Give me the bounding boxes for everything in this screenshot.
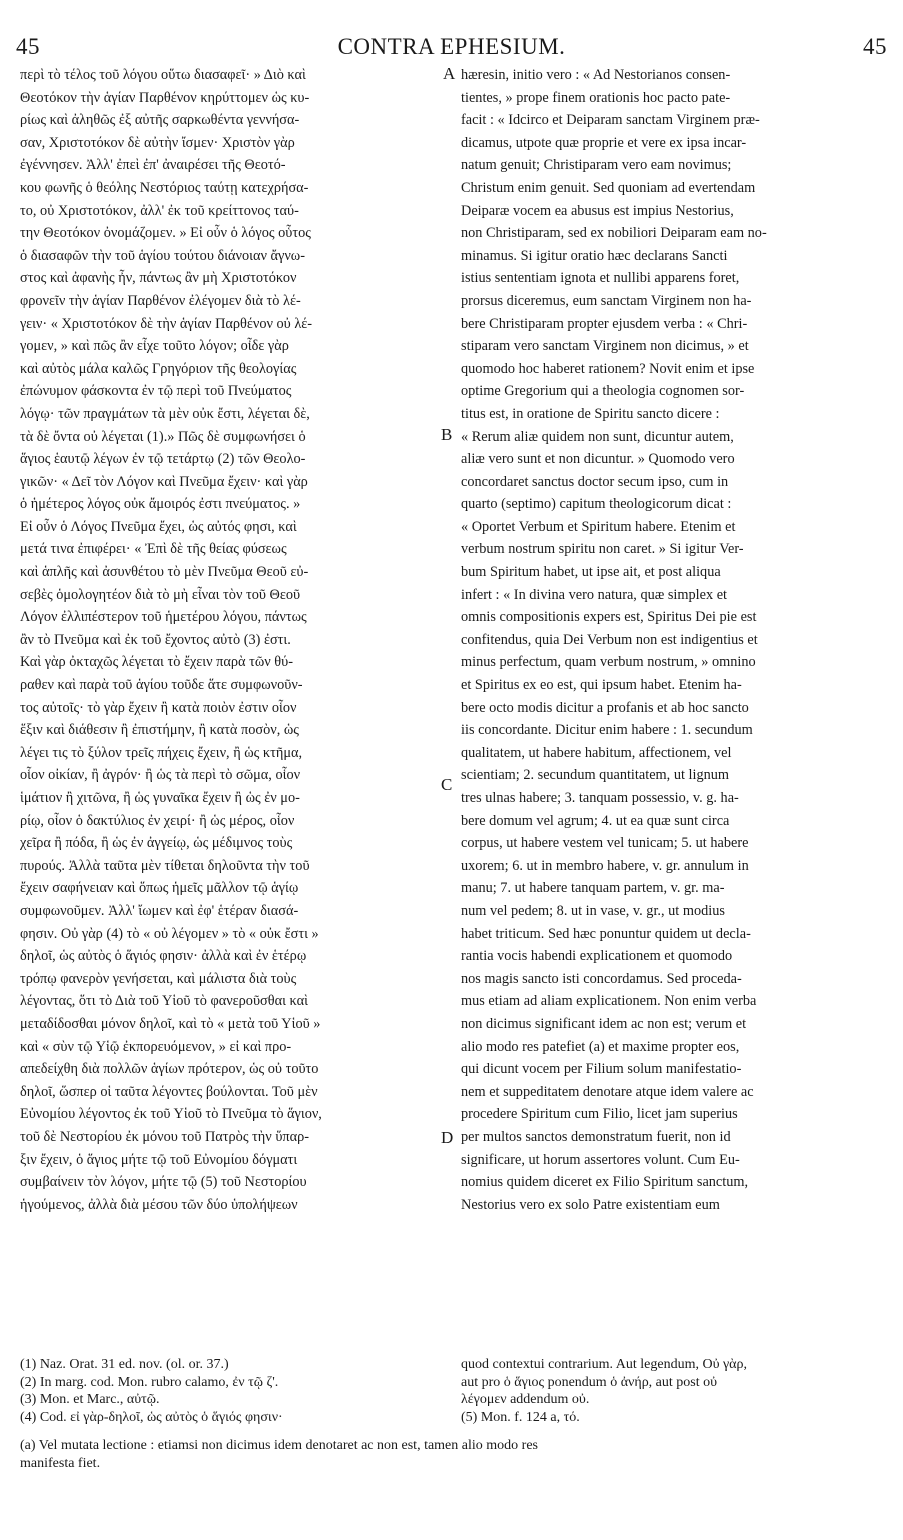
latin-text-line: natum genuit; Christiparam vero eam novimus; xyxy=(461,157,732,174)
greek-text-line: οἷον οἰκίαν, ἢ ἀγρόν· ἢ ὡς τὰ περὶ τὸ σῶμα, οἷον xyxy=(20,767,301,784)
latin-text-line: hæresin, initio vero : « Ad Nestorianos consen- xyxy=(461,67,731,83)
greek-text-line: λέγει τις τὸ ξύλον τρεῖς πήχεις ἔχειν, ἢ ὡς κτῆμα, xyxy=(20,744,303,761)
greek-text-line: Θεοτόκον τὴν ἁγίαν Παρθένον κηρύττομεν ὡς κυ- xyxy=(20,89,310,106)
latin-text-line: qui dicunt vocem per Filium solum manifestatio- xyxy=(461,1061,742,1078)
footnote-line: (1) Naz. Orat. 31 ed. nov. (ol. or. 37.) xyxy=(20,1357,229,1372)
latin-text-line: corpus, ut habere vestem vel tunicam; 5. ut habere xyxy=(461,835,749,852)
bottom-note-line: manifesta fiet. xyxy=(20,1455,101,1471)
greek-text-line: δηλοῖ, ὥσπερ οἱ ταῦτα λέγοντες βούλονται. Τοῦ μὲν xyxy=(20,1083,318,1100)
latin-text-line: iis concordante. Dicitur enim habere : 1. secundum xyxy=(461,722,753,739)
latin-text-line: nomius quidem diceret ex Filio Spiritum sanctum, xyxy=(461,1174,749,1191)
latin-text-line: num vel pedem; 8. ut in vase, v. gr., ut modius xyxy=(461,902,725,919)
latin-text-line: stiparam vero sanctam Virginem non dicimus, » et xyxy=(461,338,749,355)
running-header xyxy=(16,34,887,60)
latin-text-line: nos magis sancto isti concordamus. Sed proceda- xyxy=(461,970,742,987)
greek-text-line: ἐπώνυμον φάσκοντα ἐν τῷ περὶ τοῦ Πνεύματος xyxy=(20,383,292,400)
latin-text-line: non dicimus significant idem ac non est; verum et xyxy=(461,1015,747,1032)
greek-text-line: ἡγούμενος, ἀλλὰ διὰ μέσου τῶν δύο ὑπολήψεων xyxy=(20,1196,298,1213)
latin-text-line: significare, ut horum assertores volunt. Cum Eu- xyxy=(461,1151,740,1168)
footnote-line: (4) Cod. εἰ γὰρ-δηλοῖ, ὡς αὐτὸς ὁ ἅγιός φησιν· xyxy=(20,1409,283,1425)
greek-text-line: ἱμάτιον ἢ χιτῶνα, ἢ ὡς γυναῖκα ἔχειν ἢ ὡς ἐν μο- xyxy=(20,790,300,806)
latin-text-line: non Christiparam, sed ex nobiliori Deiparam eam no- xyxy=(461,225,767,242)
greek-text-line: Εἰ οὖν ὁ Λόγος Πνεῦμα ἔχει, ὡς αὐτός φησι, καὶ xyxy=(20,518,297,535)
greek-text-line: ὁ διασαφῶν τὴν τοῦ ἁγίου τούτου διάνοιαν ἄγνω- xyxy=(20,247,305,264)
latin-text-line: optime Gregorium qui a theologia cognomen sor- xyxy=(461,383,745,400)
latin-text-line: bere octo modis dicitur a profanis et ab hoc sancto xyxy=(461,699,749,716)
greek-text-line: Εὐνομίου λέγοντος ἐκ τοῦ Υἱοῦ τὸ Πνεῦμα τὸ ἅγιον, xyxy=(20,1106,322,1123)
latin-text-line: Christum enim genuit. Sed quoniam ad evertendam xyxy=(461,179,756,196)
greek-text-line: τοῦ δὲ Νεστορίου ἐκ μόνου τοῦ Πατρὸς τὴν ὕπαρ- xyxy=(20,1128,310,1145)
greek-text-line: ἔχειν σαφήνειαν καὶ ὅπως ἡμεῖς μᾶλλον τῷ ἁγίῳ xyxy=(20,880,299,897)
greek-text-line: φρονεῖν τὴν ἁγίαν Παρθένον ἐλέγομεν διὰ τὸ λέ- xyxy=(20,292,301,309)
greek-text-line: τρόπῳ φανερὸν γενήσεται, καὶ μάλιστα διὰ τοὺς xyxy=(20,970,297,987)
latin-text-line: bum Spiritum habet, ut ipse ait, et post aliqua xyxy=(461,564,721,581)
footnote-line: (2) In marg. cod. Mon. rubro calamo, ἐν τῷ ζ'. xyxy=(20,1374,279,1390)
latin-text-line: qualitatem, ut habere habitum, affectionem, vel xyxy=(461,744,732,761)
greek-text-line: τὰ δὲ ὄντα οὐ λέγεται (1).» Πῶς δὲ συμφωνήσει ὁ xyxy=(20,428,306,445)
greek-text-line: καὶ ἁπλῆς καὶ ἀσυνθέτου τὸ μὲν Πνεῦμα Θεοῦ εὐ- xyxy=(20,564,309,581)
latin-text-line: scientiam; 2. secundum quantitatem, ut lignum xyxy=(461,767,730,784)
greek-text-line: περὶ τὸ τέλος τοῦ λόγου οὕτω διασαφεῖ· » Διὸ καὶ xyxy=(20,67,306,83)
footnote-line: λέγομεν addendum οὐ. xyxy=(461,1392,590,1407)
latin-text-line: « Oportet Verbum et Spiritum habere. Etenim et xyxy=(461,518,736,535)
latin-text-line: « Rerum aliæ quidem non sunt, dicuntur autem, xyxy=(461,428,734,445)
greek-text-line: ἂν τὸ Πνεῦμα καὶ ἐκ τοῦ ἔχοντος αὐτὸ (3) ἐστι. xyxy=(20,631,291,648)
latin-text-line: quomodo hoc haberet rationem? Novit enim et ipse xyxy=(461,360,755,377)
greek-text-line: ἅγιος ἑαυτῷ λέγων ἐν τῷ τετάρτῳ (2) τῶν Θεολο- xyxy=(20,451,306,468)
latin-text-line: Nestorius vero ex solo Patre existentiam eum xyxy=(461,1196,720,1213)
footnote-line: (5) Mon. f. 124 a, τό. xyxy=(461,1409,580,1425)
greek-text-line: φησιν. Οὐ γὰρ (4) τὸ « οὐ λέγομεν » τὸ « οὐκ ἔστι » xyxy=(20,925,319,942)
latin-text-line: rantia vocis habendi explicationem et quomodo xyxy=(461,948,733,965)
latin-text-line: prorsus diceremus, eum sanctam Virginem non ha- xyxy=(461,292,752,309)
greek-text-line: Καὶ γὰρ ὀκταχῶς λέγεται τὸ ἔχειν παρὰ τῶν θύ- xyxy=(20,654,293,671)
latin-text-line: Deiparæ vocem ea abusus est impius Nestorius, xyxy=(461,202,734,219)
greek-text-line: ἕξιν καὶ διάθεσιν ἢ ἐπιστήμην, ἢ κατὰ ποσὸν, ὡς xyxy=(20,722,299,739)
greek-text-line: δηλοῖ, ὡς αὐτὸς ὁ ἅγιός φησιν· ἀλλὰ καὶ ἐν ἑτέρῳ xyxy=(20,948,307,965)
latin-text-line: habet triticum. Sed hæc ponuntur quidem ut decla- xyxy=(461,925,751,942)
latin-text-line: aliæ vero sunt et non dicuntur. » Quomodo vero xyxy=(461,451,735,468)
latin-text-line: concordaret sanctus doctor secum ipso, cum in xyxy=(461,473,729,490)
footnotes-right xyxy=(461,1356,881,1426)
greek-text-line: ραθεν καὶ παρὰ τοῦ ἁγίου τοῦδε ἅτε συμφωνοῦν- xyxy=(20,677,303,694)
margin-marker-c: C xyxy=(441,775,453,794)
greek-text-line: ἐγέννησεν. Ἀλλ' ἐπεὶ ἐπ' ἀναιρέσει τῆς Θεοτό- xyxy=(20,157,286,174)
greek-text-line: απεδείχθη διὰ πολλῶν ἁγίων πρότερον, ὡς οὐ τοῦτο xyxy=(20,1061,319,1078)
greek-text-line: ρίως καὶ ἀληθῶς ἐξ αὐτῆς σαρκωθέντα γεννήσα- xyxy=(20,112,300,129)
greek-text-line: γειν· « Χριστοτόκον δὲ τὴν ἁγίαν Παρθένον οὐ λέ- xyxy=(20,315,313,332)
latin-text-line: dicamus, utpote quæ proprie et vere ex ipsa incar- xyxy=(461,134,747,151)
greek-text-line: καὶ « σὺν τῷ Υἱῷ ἐκπορευόμενον, » εἰ καὶ προ- xyxy=(20,1038,292,1055)
latin-text-line: titus est, in oratione de Spiritu sancto dicere : xyxy=(461,405,720,422)
latin-text-line: mus etiam ad aliam explicationem. Non enim verba xyxy=(461,993,757,1010)
greek-text-line: ρίῳ, οἷον ὁ δακτύλιος ἐν χειρί· ἢ ὡς μέρος, οἷον xyxy=(20,812,295,829)
greek-text-line: μεταδίδοσθαι μόνον δηλοῖ, καὶ τὸ « μετὰ τοῦ Υἱοῦ » xyxy=(20,1015,321,1032)
latin-text-line: verbum nostrum spiritu non caret. » Si igitur Ver- xyxy=(461,541,744,558)
greek-text-line: καὶ αὐτὸς μάλα καλῶς Γρηγόριον τῆς θεολογίας xyxy=(20,360,297,377)
greek-text-line: την Θεοτόκον ὀνομάζομεν. » Εἰ οὖν ὁ λόγος οὗτος xyxy=(20,225,311,242)
latin-text-line: minamus. Si igitur oratio hæc declarans Sancti xyxy=(461,247,728,264)
greek-text-column xyxy=(20,64,442,1216)
latin-text-line: bere domum vel agrum; 4. ut ea quæ sunt circa xyxy=(461,812,730,829)
greek-text-line: λέγοντας, ὅτι τὸ Διὰ τοῦ Υἱοῦ τὸ φανεροῦσθαι καὶ xyxy=(20,993,308,1010)
latin-text-line: et Spiritus ex eo est, qui ipsum habet. Etenim ha- xyxy=(461,677,742,694)
latin-text-line: confitendus, quia Dei Verbum non est indigentius et xyxy=(461,631,758,648)
greek-text-line: ξιν ἔχειν, ὁ ἅγιος μήτε τῷ τοῦ Εὐνομίου δόγματι xyxy=(20,1151,298,1168)
latin-text-line: bere Christiparam propter ejusdem verba : « Chri- xyxy=(461,315,748,332)
latin-text-line: quarto (septimo) capitum theologicorum dicat : xyxy=(461,496,732,513)
latin-text-line: minus perfectum, quam verbum nostrum, » omnino xyxy=(461,654,756,671)
footnote-line: (3) Mon. et Marc., αὐτῷ. xyxy=(20,1392,160,1407)
greek-text-line: χεῖρα ἢ πόδα, ἢ ὡς ἐν ἀγγείῳ, ὡς μέδιμνος τοὺς xyxy=(20,835,293,852)
greek-text-line: τος αὐτοῖς· τὸ γὰρ ἔχειν ἢ κατὰ ποιὸν ἐστιν οἷον xyxy=(20,699,297,716)
footnote-line: aut pro ὁ ἅγιος ponendum ὁ ἀνήρ, aut post οὐ xyxy=(461,1374,718,1390)
page-number-right: 45 xyxy=(863,34,887,59)
latin-text-line: tres ulnas habere; 3. tanquam possessio, v. g. ha- xyxy=(461,790,739,806)
greek-text-line: το, οὐ Χριστοτόκον, ἀλλ' ἐκ τοῦ κρείττονος ταύ- xyxy=(20,202,299,219)
greek-text-line: γομεν, » καὶ πῶς ἂν εἶχε τοῦτο λόγον; οἶδε γὰρ xyxy=(20,338,289,355)
greek-text-line: συμβαίνειν τὸν λόγον, μήτε τῷ (5) τοῦ Νεστορίου xyxy=(20,1174,307,1191)
margin-marker-b: B xyxy=(441,425,453,444)
greek-text-line: κου φωνῆς ὁ θεόλης Νεστόριος ταύτῃ κατεχρήσα- xyxy=(20,179,309,196)
greek-text-line: μετά τινα ἐπιφέρει· « Ἐπὶ δὲ τῆς θείας φύσεως xyxy=(20,541,287,558)
greek-text-line: πυρούς. Ἀλλὰ ταῦτα μὲν τίθεται δηλοῦντα τὴν τοῦ xyxy=(20,857,310,874)
latin-text-line: infert : « In divina vero natura, quæ simplex et xyxy=(461,586,728,603)
page-number-left: 45 xyxy=(16,34,40,59)
greek-text-line: σεβὲς ὁμολογητέον διὰ τὸ μὴ εἶναι τὸν τοῦ Θεοῦ xyxy=(20,586,301,603)
latin-text-line: per multos sanctos demonstratum fuerit, non id xyxy=(461,1128,731,1145)
latin-text-line: istius sententiam ignota et nullibi apparens foret, xyxy=(461,270,740,287)
latin-text-line: alio modo res patefiet (a) et maxime propter eos, xyxy=(461,1038,740,1055)
footnotes-left xyxy=(20,1356,440,1426)
bottom-note-line: (a) Vel mutata lectione : etiamsi non dicimus idem denotaret ac non est, tamen alio modo res xyxy=(20,1438,538,1453)
latin-text-line: uxorem; 6. ut in membro habere, v. gr. annulum in xyxy=(461,857,749,874)
greek-text-line: λόγῳ· τῶν πραγμάτων τὰ μὲν οὐκ ἔστι, λέγεται δὲ, xyxy=(20,405,310,422)
greek-text-line: ὁ ἡμέτερος λόγος οὐκ ἄμοιρός ἐστι πνεύματος. » xyxy=(20,496,301,513)
greek-text-line: σαν, Χριστοτόκον δὲ αὐτὴν ἴσμεν· Χριστὸν γὰρ xyxy=(20,134,295,151)
latin-text-line: procedere Spiritum cum Filio, licet jam superius xyxy=(461,1106,738,1123)
latin-text-line: omnis compositionis expers est, Spiritus Dei pie est xyxy=(461,609,757,626)
latin-text-line: nem et suppeditatem denotare atque idem valere ac xyxy=(461,1083,754,1100)
footnote-line: quod contextui contrarium. Aut legendum, Οὐ γὰρ, xyxy=(461,1357,748,1372)
latin-text-line: facit : « Idcirco et Deiparam sanctam Virginem præ- xyxy=(461,112,760,129)
greek-text-line: στος καὶ ἀφανὴς ἦν, πάντως ἂν μὴ Χριστοτόκον xyxy=(20,270,297,287)
latin-text-line: tientes, » prope finem orationis hoc pacto pate- xyxy=(461,89,731,106)
bottom-note xyxy=(20,1437,880,1472)
greek-text-line: Λόγον ἐλλιπέστερον τοῦ ἡμετέρου λόγου, πάντως xyxy=(20,609,307,626)
running-title: CONTRA EPHESIUM. xyxy=(337,34,566,59)
latin-text-column xyxy=(461,64,881,1216)
margin-marker-a: A xyxy=(443,64,456,83)
greek-text-line: γικῶν· « Δεῖ τὸν Λόγον καὶ Πνεῦμα ἔχειν· καὶ γὰρ xyxy=(20,473,308,490)
latin-text-line: manu; 7. ut habere tanquam partem, v. gr. ma- xyxy=(461,880,725,897)
margin-marker-d: D xyxy=(441,1128,454,1147)
greek-text-line: συμφωνοῦμεν. Ἀλλ' ἴωμεν καὶ ἐφ' ἑτέραν διασά- xyxy=(20,902,299,919)
